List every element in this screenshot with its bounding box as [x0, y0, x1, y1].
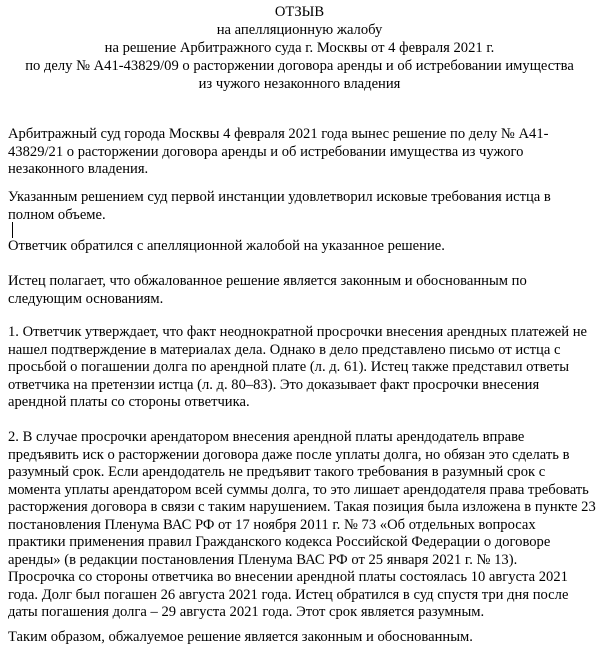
text-line: следующим основаниям. — [8, 290, 164, 307]
paragraph-plaintiff-position — [8, 273, 593, 308]
text-line: ответчика на претензии истца (л. д. 80–83). Это доказывает факт просрочки внесения — [8, 376, 540, 393]
text-line: незаконного владения. — [8, 161, 149, 177]
paragraph-point-2 — [8, 429, 596, 622]
text-line: 43829/21 о расторжении договора аренды и об истребовании имущества из чужого — [8, 143, 524, 160]
header-line-2: на решение Арбитражного суда г. Москвы от 4 февраля 2021 г. — [104, 40, 495, 56]
text-line: Ответчик обратился с апелляционной жалобой на указанное решение. — [8, 238, 445, 254]
header-line-4: из чужого незаконного владения — [198, 76, 401, 92]
text-line: момента уплаты арендатором всей суммы долга, то это лишает арендодателя права требовать — [8, 481, 589, 498]
header-line-3: по делу № А41-43829/09 о расторжении договора аренды и об истребовании имущества — [25, 58, 574, 74]
text-line: 2. В случае просрочки арендатором внесения арендной платы арендодатель вправе — [8, 429, 525, 445]
text-line: Указанным решением суд первой инстанции удовлетворил исковые требования истца в — [8, 189, 551, 205]
text-line: Арбитражный суд города Москвы 4 февраля 2021 года вынес решение по делу № А41- — [8, 126, 549, 142]
text-line: Таким образом, обжалуемое решение является законным и обоснованным. — [8, 629, 473, 645]
paragraph-conclusion — [8, 629, 593, 647]
text-line: предъявить иск о расторжении договора даже после уплаты долга, но обязан это сделать в — [8, 446, 570, 463]
text-line: постановления Пленума ВАС РФ от 17 ноября 2011 г. № 73 «Об отдельных вопросах — [8, 516, 536, 533]
text-line: практики применения правил Гражданского кодекса Российской Федерации о договоре — [8, 534, 551, 550]
text-line: Истец полагает, что обжалованное решение является законным и обоснованным по — [8, 273, 527, 289]
text-line: разумный срок. Если арендодатель не предъявит такого требования в разумный срок с — [8, 464, 546, 480]
text-line: года. Долг был погашен 26 августа 2021 года. Истец обратился в суд спустя три дня после — [8, 586, 569, 603]
paragraph-court-decision — [8, 126, 593, 179]
document-title: ОТЗЫВ — [274, 4, 325, 20]
text-line: полном объеме. — [8, 206, 106, 223]
text-line: даты погашения долга – 29 августа 2021 года. Этот срок является разумным. — [8, 604, 485, 620]
text-cursor[interactable] — [12, 222, 13, 238]
header-line-1: на апелляционную жалобу — [216, 22, 383, 38]
paragraph-point-1 — [8, 324, 593, 412]
text-line: арендной платы со стороны ответчика. — [8, 394, 250, 410]
text-line: аренды» (в редакции постановления Пленума ВАС РФ от 25 января 2021 г. № 13). — [8, 551, 518, 568]
text-line: расторжения договора в связи с таким нарушением. Такая позиция была изложена в пункте 23 — [8, 499, 596, 515]
text-line: нашел подтверждение в материалах дела. Однако в дело представлено письмо от истца с — [8, 341, 561, 358]
text-line: просьбой о погашении долга по арендной плате (л. д. 61). Истец также представил ответы — [8, 359, 570, 375]
text-line: 1. Ответчик утверждает, что факт неоднократной просрочки внесения арендных платежей не — [8, 324, 588, 340]
paragraph-claims-satisfied — [8, 189, 593, 224]
paragraph-appeal-filed — [8, 238, 593, 256]
text-line: Просрочка со стороны ответчика во внесении арендной платы состоялась 10 августа 2021 — [8, 569, 568, 585]
